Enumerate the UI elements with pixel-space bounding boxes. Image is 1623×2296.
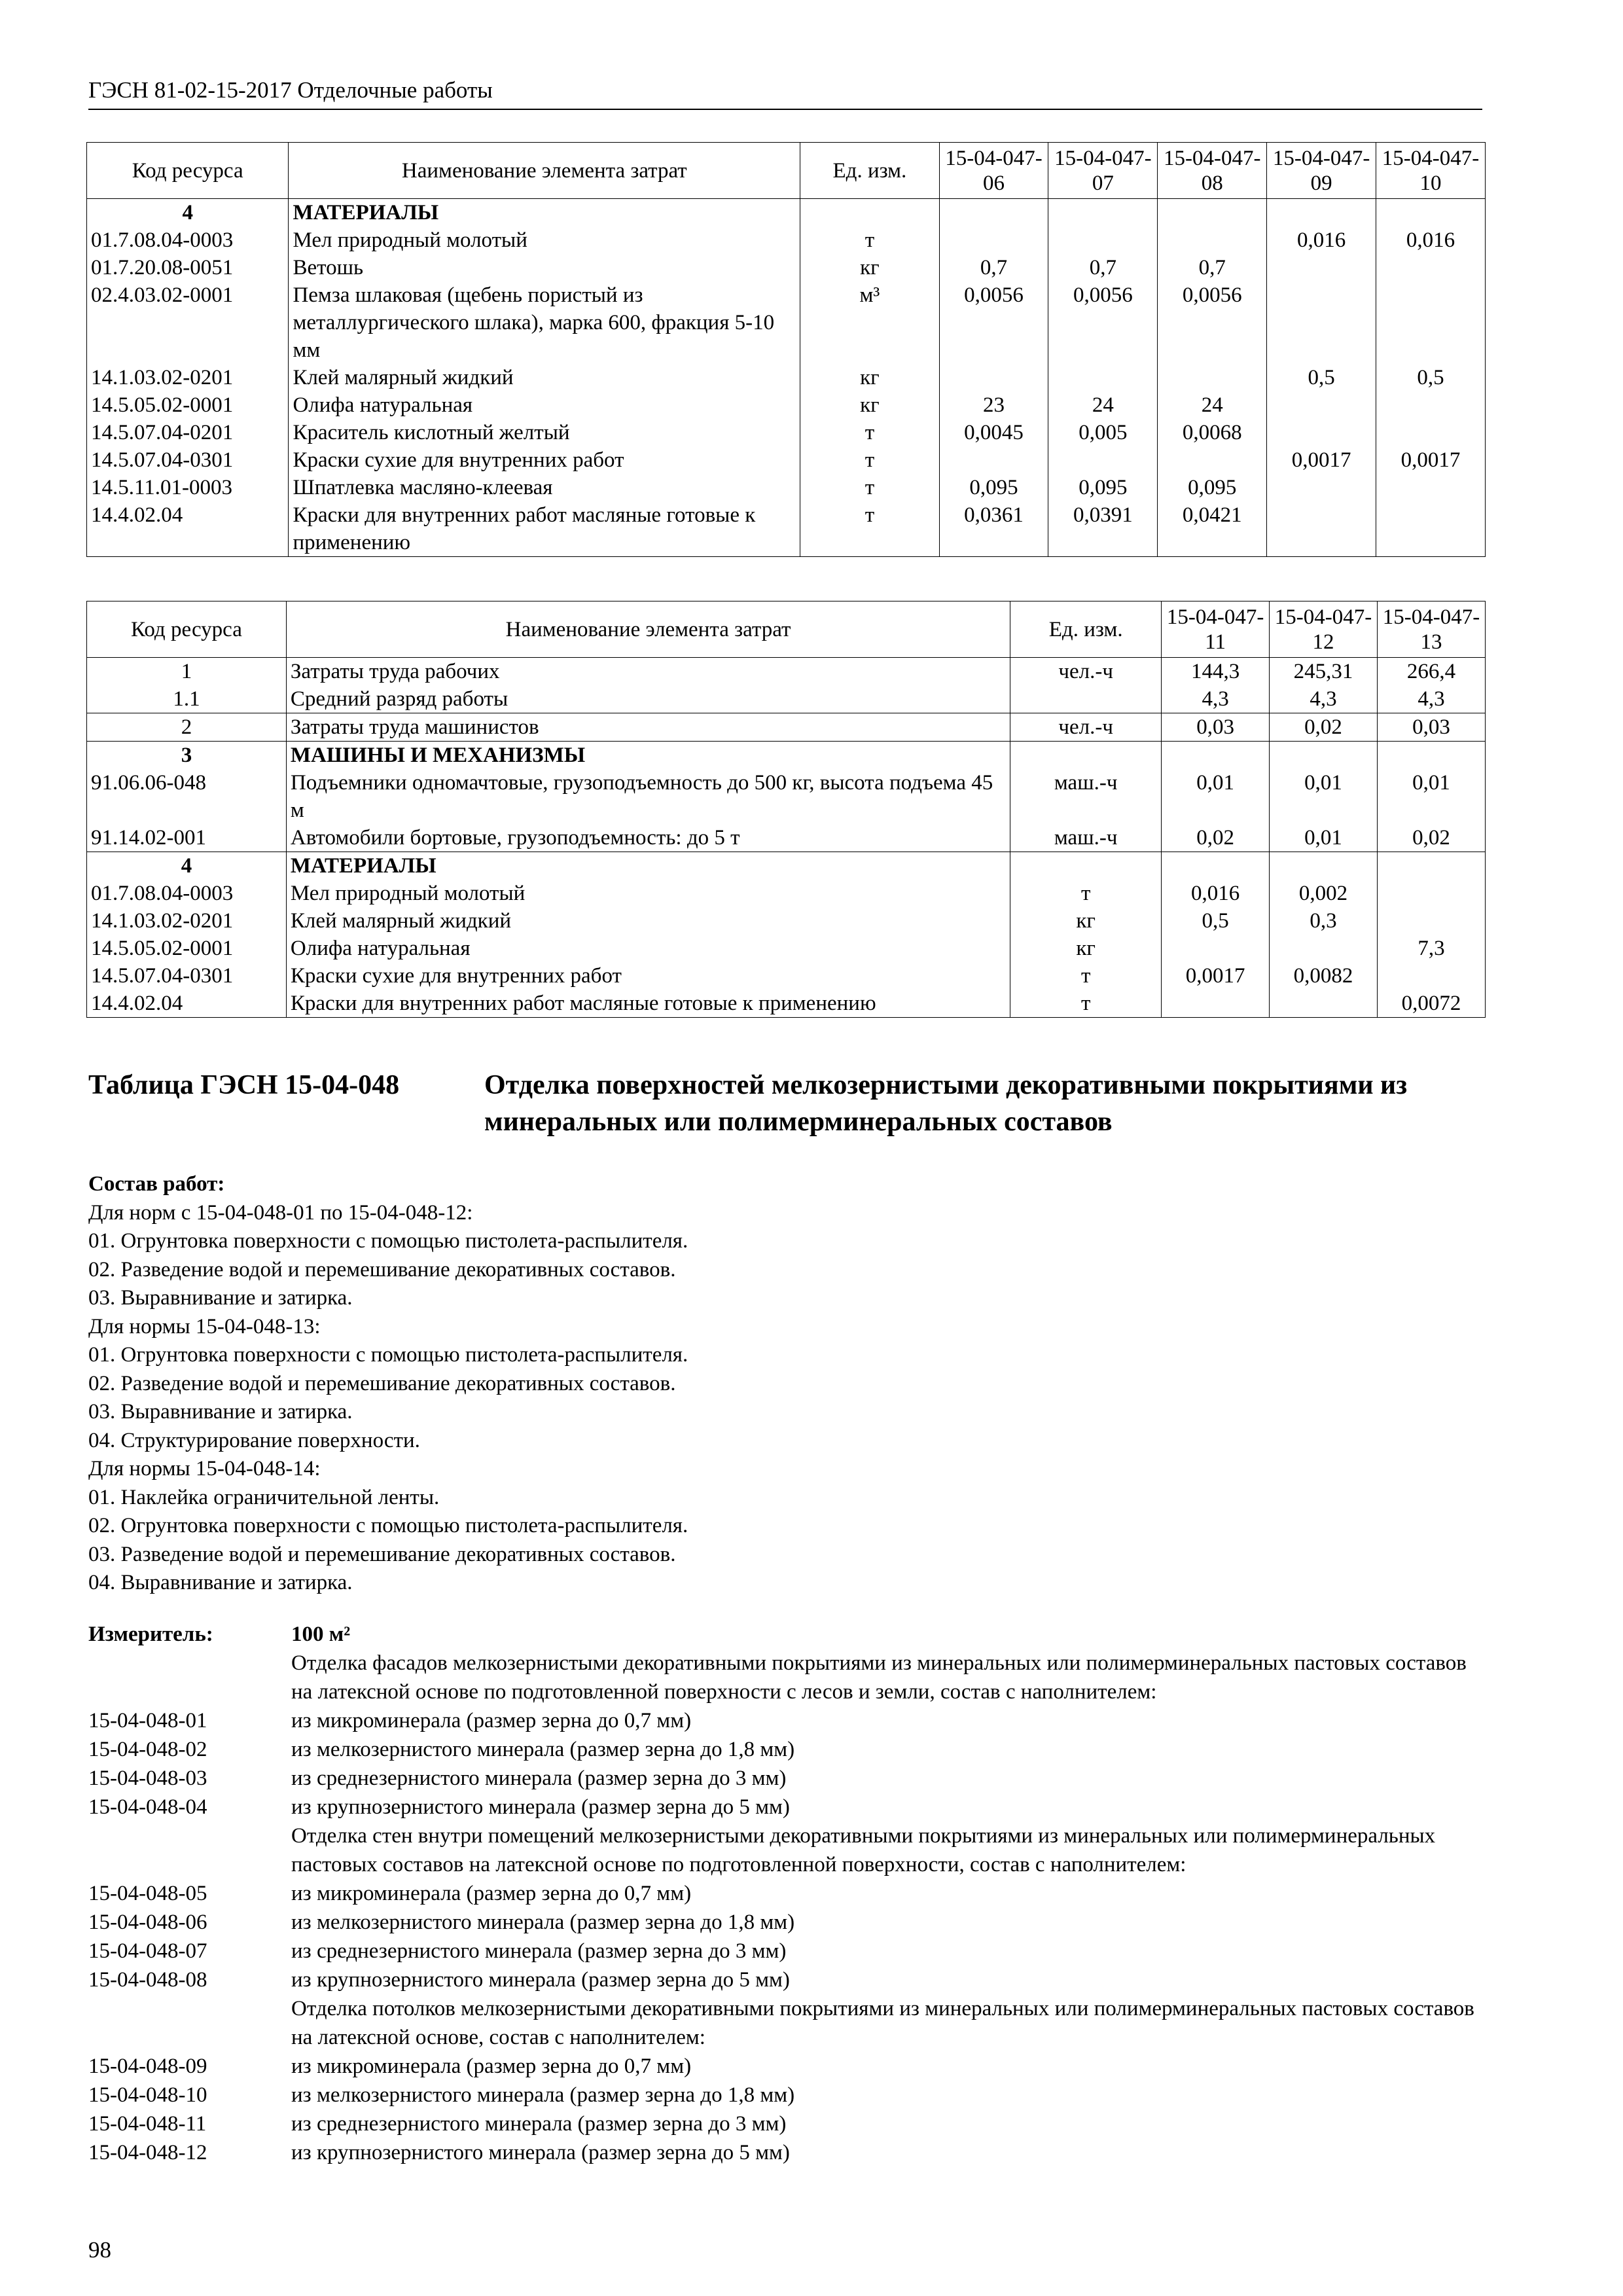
resource-value xyxy=(1048,226,1158,254)
table-header-row xyxy=(87,143,1486,199)
norm-code: 15-04-048-10 xyxy=(88,2083,207,2107)
resource-value: 0,0056 xyxy=(1048,281,1158,364)
resource-value: 0,0361 xyxy=(939,501,1048,557)
table-row xyxy=(87,501,1486,557)
resource-value: 0,01 xyxy=(1162,769,1270,824)
norm-row xyxy=(88,1764,1489,1793)
table-cell xyxy=(1010,742,1162,770)
norm-code: 15-04-048-03 xyxy=(88,1767,207,1790)
section-name: МАТЕРИАЛЫ xyxy=(289,199,800,227)
norm-code: 15-04-048-04 xyxy=(88,1795,207,1819)
table-cell xyxy=(1158,199,1267,227)
section-code: 4 xyxy=(87,199,289,227)
resource-value xyxy=(1267,419,1376,446)
col-header: 15-04-047-13 xyxy=(1378,601,1486,658)
resource-value: 0,01 xyxy=(1378,769,1486,824)
resource-unit: кг xyxy=(1010,935,1162,962)
table-row xyxy=(87,658,1486,686)
norm-row xyxy=(88,2052,1489,2081)
resource-code: 01.7.08.04-0003 xyxy=(87,226,289,254)
resource-value: 0,0017 xyxy=(1267,446,1376,474)
norm-description: из микроминерала (размер зерна до 0,7 мм) xyxy=(291,1709,692,1732)
norm-description: из мелкозернистого минерала (размер зерна до 1,8 мм) xyxy=(291,2083,795,2107)
resource-value: 0,0421 xyxy=(1158,501,1267,557)
resource-value xyxy=(1267,254,1376,281)
norm-code: 15-04-048-12 xyxy=(88,2141,207,2164)
norm-description: Отделка потолков мелкозернистыми декоративными покрытиями из минеральных или полимерминеральных пастовых составов на латексной основе, состав с наполнителем: xyxy=(291,1997,1474,2049)
resource-value: 0,0391 xyxy=(1048,501,1158,557)
resource-value: 0,3 xyxy=(1270,907,1378,935)
composition-line: 03. Выравнивание и затирка. xyxy=(88,1400,353,1424)
norm-code: 15-04-048-07 xyxy=(88,1939,207,1963)
resource-code: 14.1.03.02-0201 xyxy=(87,907,287,935)
resource-name: Подъемники одномачтовые, грузоподъемность до 500 кг, высота подъема 45 м xyxy=(286,769,1010,824)
resource-value: 0,5 xyxy=(1162,907,1270,935)
norm-description: Отделка стен внутри помещений мелкозернистыми декоративными покрытиями из минеральных или полимерминеральных пастовых составов на латексной основе по подготовленной поверхности, состав с наполнителем: xyxy=(291,1824,1436,1876)
composition-line: 03. Разведение водой и перемешивание декоративных составов. xyxy=(88,1542,676,1566)
table-row xyxy=(87,907,1486,935)
resource-value: 0,7 xyxy=(1158,254,1267,281)
resource-value: 0,01 xyxy=(1270,769,1378,824)
col-header: Код ресурса xyxy=(87,143,289,199)
resource-value xyxy=(1267,501,1376,557)
resource-value xyxy=(1048,364,1158,391)
resource-unit: т xyxy=(1010,880,1162,907)
resource-name: Краситель кислотный желтый xyxy=(289,419,800,446)
resource-code: 14.5.05.02-0001 xyxy=(87,391,289,419)
resource-unit: т xyxy=(800,446,939,474)
resource-value xyxy=(1376,391,1486,419)
resource-value: 0,5 xyxy=(1267,364,1376,391)
norm-row xyxy=(88,1908,1489,1937)
resource-code: 1 xyxy=(87,658,287,686)
composition-line: 03. Выравнивание и затирка. xyxy=(88,1286,353,1310)
resource-value: 4,3 xyxy=(1378,685,1486,713)
resource-table-047-06-10 xyxy=(86,142,1486,557)
table-cell xyxy=(1162,852,1270,880)
col-header: 15-04-047-12 xyxy=(1270,601,1378,658)
section-name: МАТЕРИАЛЫ xyxy=(286,852,1010,880)
resource-value: 0,005 xyxy=(1048,419,1158,446)
col-header: 15-04-047-10 xyxy=(1376,143,1486,199)
resource-name: Затраты труда рабочих xyxy=(286,658,1010,686)
resource-value xyxy=(1267,281,1376,364)
resource-name: Средний разряд работы xyxy=(286,685,1010,713)
table-row xyxy=(87,226,1486,254)
table-cell xyxy=(1270,852,1378,880)
section-code: 4 xyxy=(87,852,287,880)
resource-code: 14.5.05.02-0001 xyxy=(87,935,287,962)
col-header: 15-04-047-08 xyxy=(1158,143,1267,199)
norm-description: из крупнозернистого минерала (размер зерна до 5 мм) xyxy=(291,2141,790,2164)
running-header: ГЭСН 81-02-15-2017 Отделочные работы xyxy=(88,77,1482,110)
norm-row xyxy=(88,2109,1489,2138)
norm-row xyxy=(88,1965,1489,1994)
table-row xyxy=(87,391,1486,419)
resource-value: 0,0017 xyxy=(1376,446,1486,474)
norm-row xyxy=(88,1793,1489,1821)
table-cell xyxy=(1270,742,1378,770)
resource-value: 0,03 xyxy=(1378,713,1486,742)
table-row xyxy=(87,281,1486,364)
composition-line: Для нормы 15-04-048-13: xyxy=(88,1314,321,1338)
norm-description: из микроминерала (размер зерна до 0,7 мм) xyxy=(291,1882,692,1905)
resource-value: 4,3 xyxy=(1270,685,1378,713)
resource-table-047-11-13 xyxy=(86,601,1486,1018)
table-cell xyxy=(1162,742,1270,770)
section-row xyxy=(87,742,1486,770)
norm-description: из среднезернистого минерала (размер зерна до 3 мм) xyxy=(291,1767,787,1790)
resource-code: 14.1.03.02-0201 xyxy=(87,364,289,391)
resource-value xyxy=(1162,935,1270,962)
resource-code: 1.1 xyxy=(87,685,287,713)
resource-value: 0,02 xyxy=(1378,824,1486,852)
resource-name: Олифа натуральная xyxy=(289,391,800,419)
resource-unit: кг xyxy=(1010,907,1162,935)
resource-unit: маш.-ч xyxy=(1010,769,1162,824)
table-row xyxy=(87,446,1486,474)
resource-code: 91.14.02-001 xyxy=(87,824,287,852)
resource-value: 4,3 xyxy=(1162,685,1270,713)
resource-code: 14.4.02.04 xyxy=(87,501,289,557)
col-header: Ед. изм. xyxy=(800,143,939,199)
composition-line: 04. Выравнивание и затирка. xyxy=(88,1571,353,1594)
col-header: 15-04-047-06 xyxy=(939,143,1048,199)
composition-line: 02. Огрунтовка поверхности с помощью пистолета-распылителя. xyxy=(88,1514,688,1537)
resource-value: 0,095 xyxy=(1048,474,1158,501)
table-row xyxy=(87,880,1486,907)
col-header: 15-04-047-09 xyxy=(1267,143,1376,199)
resource-unit: маш.-ч xyxy=(1010,824,1162,852)
composition-line: 01. Огрунтовка поверхности с помощью пистолета-распылителя. xyxy=(88,1343,688,1367)
col-header: Ед. изм. xyxy=(1010,601,1162,658)
resource-value: 0,01 xyxy=(1270,824,1378,852)
resource-value: 7,3 xyxy=(1378,935,1486,962)
resource-name: Краски сухие для внутренних работ xyxy=(289,446,800,474)
resource-value: 0,016 xyxy=(1376,226,1486,254)
norm-description: из среднезернистого минерала (размер зерна до 3 мм) xyxy=(291,1939,787,1963)
norm-description: из микроминерала (размер зерна до 0,7 мм) xyxy=(291,2054,692,2078)
resource-unit: чел.-ч xyxy=(1010,658,1162,686)
col-header: 15-04-047-11 xyxy=(1162,601,1270,658)
table-row xyxy=(87,962,1486,990)
resource-name: Краски для внутренних работ масляные готовые к применению xyxy=(289,501,800,557)
resource-name: Мел природный молотый xyxy=(289,226,800,254)
table-cell xyxy=(1378,742,1486,770)
measure-label: Измеритель: xyxy=(88,1623,213,1646)
resource-code: 01.7.20.08-0051 xyxy=(87,254,289,281)
composition-line: Для нормы 15-04-048-14: xyxy=(88,1457,321,1480)
norm-code: 15-04-048-05 xyxy=(88,1882,207,1905)
col-header: Наименование элемента затрат xyxy=(289,143,800,199)
norm-description: из крупнозернистого минерала (размер зерна до 5 мм) xyxy=(291,1795,790,1819)
resource-value: 266,4 xyxy=(1378,658,1486,686)
resource-value: 0,0017 xyxy=(1162,962,1270,990)
resource-value: 0,03 xyxy=(1162,713,1270,742)
table-row xyxy=(87,713,1486,742)
resource-name: Шпатлевка масляно-клеевая xyxy=(289,474,800,501)
norm-row xyxy=(88,1706,1489,1735)
measure-unit: 100 м² xyxy=(291,1623,351,1646)
norm-row xyxy=(88,1879,1489,1908)
norm-row xyxy=(88,1937,1489,1965)
resource-value xyxy=(1158,364,1267,391)
resource-value xyxy=(1378,962,1486,990)
composition-line: 04. Структурирование поверхности. xyxy=(88,1428,420,1452)
resource-code: 14.5.07.04-0201 xyxy=(87,419,289,446)
resource-value xyxy=(1270,990,1378,1018)
table-row xyxy=(87,935,1486,962)
table-number: Таблица ГЭСН 15-04-048 xyxy=(88,1070,400,1100)
norm-row xyxy=(88,2081,1489,2109)
norm-code: 15-04-048-11 xyxy=(88,2112,207,2136)
page-number: 98 xyxy=(88,2237,111,2263)
resource-value xyxy=(1378,880,1486,907)
norm-code: 15-04-048-06 xyxy=(88,1910,207,1934)
norm-code: 15-04-048-09 xyxy=(88,2054,207,2078)
composition-line: 02. Разведение водой и перемешивание декоративных составов. xyxy=(88,1257,676,1282)
table-cell xyxy=(1010,852,1162,880)
resource-value: 0,095 xyxy=(1158,474,1267,501)
resource-value xyxy=(1376,281,1486,364)
resource-value xyxy=(1378,907,1486,935)
resource-value: 0,0072 xyxy=(1378,990,1486,1018)
measure-section xyxy=(88,1620,1489,2167)
col-header: 15-04-047-07 xyxy=(1048,143,1158,199)
table-cell xyxy=(800,199,939,227)
resource-value: 0,7 xyxy=(1048,254,1158,281)
resource-value: 0,0056 xyxy=(1158,281,1267,364)
table-cell xyxy=(1048,199,1158,227)
norm-description: из крупнозернистого минерала (размер зерна до 5 мм) xyxy=(291,1968,790,1992)
table-row xyxy=(87,769,1486,824)
table-row xyxy=(87,990,1486,1018)
resource-code: 14.5.07.04-0301 xyxy=(87,446,289,474)
col-header: Наименование элемента затрат xyxy=(286,601,1010,658)
norm-row xyxy=(88,1994,1489,2052)
resource-value xyxy=(1376,501,1486,557)
table-cell xyxy=(1267,199,1376,227)
resource-name: Краски для внутренних работ масляные готовые к применению xyxy=(286,990,1010,1018)
composition-line: 02. Разведение водой и перемешивание декоративных составов. xyxy=(88,1371,676,1395)
section-name: МАШИНЫ И МЕХАНИЗМЫ xyxy=(286,742,1010,770)
resource-code: 14.5.07.04-0301 xyxy=(87,962,287,990)
norm-code: 15-04-048-08 xyxy=(88,1968,207,1992)
resource-name: Краски сухие для внутренних работ xyxy=(286,962,1010,990)
section-row xyxy=(87,852,1486,880)
table-cell xyxy=(1378,852,1486,880)
norm-row xyxy=(88,1649,1489,1706)
table-caption: Отделка поверхностей мелкозернистыми декоративными покрытиями из минеральных или полимерминеральных составов xyxy=(484,1070,1408,1137)
norm-row xyxy=(88,1821,1489,1879)
resource-value xyxy=(1270,935,1378,962)
table-row xyxy=(87,364,1486,391)
resource-value xyxy=(939,226,1048,254)
resource-value: 0,0068 xyxy=(1158,419,1267,446)
norm-description: из мелкозернистого минерала (размер зерна до 1,8 мм) xyxy=(291,1910,795,1934)
resource-value: 24 xyxy=(1158,391,1267,419)
resource-value: 0,016 xyxy=(1162,880,1270,907)
resource-value: 0,0056 xyxy=(939,281,1048,364)
resource-value xyxy=(1048,446,1158,474)
resource-unit: т xyxy=(800,474,939,501)
resource-value xyxy=(939,364,1048,391)
resource-code: 91.06.06-048 xyxy=(87,769,287,824)
resource-value: 144,3 xyxy=(1162,658,1270,686)
resource-value: 24 xyxy=(1048,391,1158,419)
resource-value xyxy=(1376,419,1486,446)
resource-value xyxy=(939,446,1048,474)
resource-unit: т xyxy=(800,501,939,557)
col-header: Код ресурса xyxy=(87,601,287,658)
resource-name: Ветошь xyxy=(289,254,800,281)
section-code: 3 xyxy=(87,742,287,770)
resource-value: 0,0082 xyxy=(1270,962,1378,990)
work-composition xyxy=(88,1170,688,1598)
resource-value: 23 xyxy=(939,391,1048,419)
norm-row xyxy=(88,2138,1489,2167)
resource-name: Клей малярный жидкий xyxy=(289,364,800,391)
norm-code: 15-04-048-02 xyxy=(88,1738,207,1761)
resource-unit: м³ xyxy=(800,281,939,364)
table-header-row xyxy=(87,601,1486,658)
resource-value: 245,31 xyxy=(1270,658,1378,686)
section-row xyxy=(87,199,1486,227)
resource-value: 0,095 xyxy=(939,474,1048,501)
resource-code: 2 xyxy=(87,713,287,742)
norm-row xyxy=(88,1735,1489,1764)
table-row xyxy=(87,254,1486,281)
resource-value xyxy=(1158,226,1267,254)
resource-code: 14.4.02.04 xyxy=(87,990,287,1018)
resource-code: 14.5.11.01-0003 xyxy=(87,474,289,501)
resource-unit: т xyxy=(800,226,939,254)
resource-name: Затраты труда машинистов xyxy=(286,713,1010,742)
resource-unit: кг xyxy=(800,364,939,391)
composition-heading: Состав работ: xyxy=(88,1172,225,1196)
table-row xyxy=(87,474,1486,501)
resource-unit xyxy=(1010,685,1162,713)
table-row xyxy=(87,685,1486,713)
resource-value: 0,7 xyxy=(939,254,1048,281)
norm-description: Отделка фасадов мелкозернистыми декоративными покрытиями из минеральных или полимерминеральных пастовых составов на латексной основе по подготовленной поверхности с лесов и земли, состав с наполнителем: xyxy=(291,1651,1467,1704)
composition-line: Для норм с 15-04-048-01 по 15-04-048-12: xyxy=(88,1200,473,1225)
resource-value xyxy=(1158,446,1267,474)
norm-description: из среднезернистого минерала (размер зерна до 3 мм) xyxy=(291,2112,787,2136)
table-row xyxy=(87,419,1486,446)
composition-line: 01. Огрунтовка поверхности с помощью пистолета-распылителя. xyxy=(88,1229,688,1253)
table-cell xyxy=(939,199,1048,227)
resource-name: Олифа натуральная xyxy=(286,935,1010,962)
resource-value: 0,016 xyxy=(1267,226,1376,254)
resource-name: Мел природный молотый xyxy=(286,880,1010,907)
measure-unit-row xyxy=(88,1620,1489,1649)
resource-value xyxy=(1376,474,1486,501)
norm-description: из мелкозернистого минерала (размер зерна до 1,8 мм) xyxy=(291,1738,795,1761)
composition-line: 01. Наклейка ограничительной ленты. xyxy=(88,1485,440,1509)
resource-value: 0,5 xyxy=(1376,364,1486,391)
resource-value xyxy=(1162,990,1270,1018)
resource-unit: чел.-ч xyxy=(1010,713,1162,742)
resource-unit: т xyxy=(1010,990,1162,1018)
resource-unit: т xyxy=(800,419,939,446)
resource-value xyxy=(1376,254,1486,281)
resource-value: 0,0045 xyxy=(939,419,1048,446)
resource-code: 02.4.03.02-0001 xyxy=(87,281,289,364)
resource-name: Клей малярный жидкий xyxy=(286,907,1010,935)
norm-code: 15-04-048-01 xyxy=(88,1709,207,1732)
resource-unit: кг xyxy=(800,391,939,419)
resource-value: 0,002 xyxy=(1270,880,1378,907)
resource-name: Пемза шлаковая (щебень пористый из металлургического шлака), марка 600, фракция 5-10 мм xyxy=(289,281,800,364)
resource-code: 01.7.08.04-0003 xyxy=(87,880,287,907)
resource-value xyxy=(1267,474,1376,501)
resource-value: 0,02 xyxy=(1270,713,1378,742)
resource-value: 0,02 xyxy=(1162,824,1270,852)
table-row xyxy=(87,824,1486,852)
resource-name: Автомобили бортовые, грузоподъемность: до 5 т xyxy=(286,824,1010,852)
table-cell xyxy=(1376,199,1486,227)
resource-value xyxy=(1267,391,1376,419)
resource-unit: т xyxy=(1010,962,1162,990)
resource-unit: кг xyxy=(800,254,939,281)
